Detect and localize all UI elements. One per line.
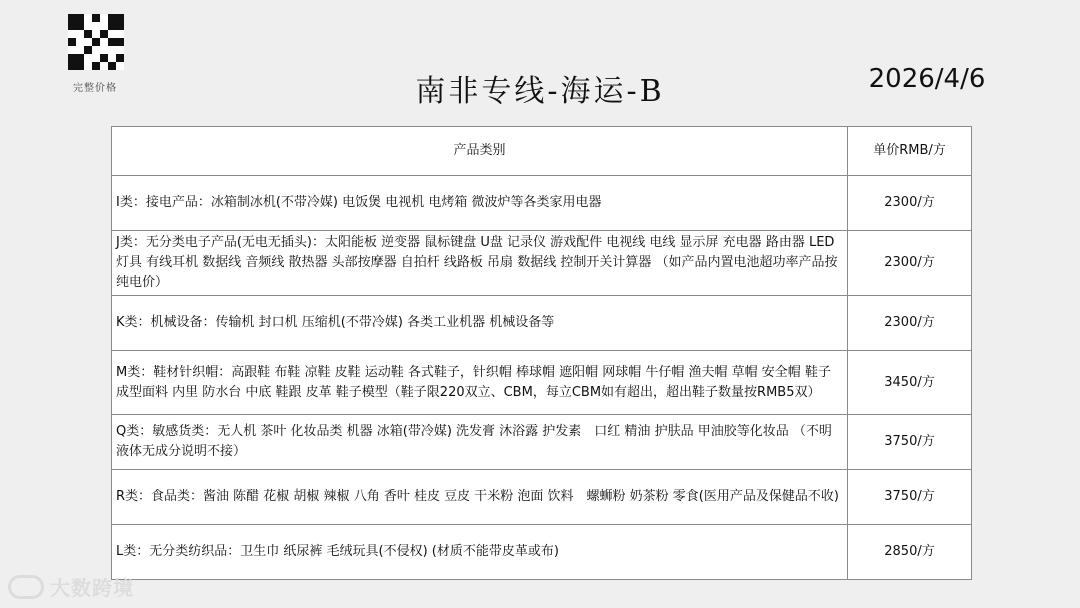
price-cell: 3750/方 bbox=[848, 415, 972, 470]
qr-caption: 完整价格 bbox=[73, 83, 117, 94]
category-cell: K类：机械设备：传输机 封口机 压缩机(不带冷媒) 各类工业机器 机械设备等 bbox=[112, 296, 848, 351]
category-cell: J类：无分类电子产品(无电无插头)：太阳能板 逆变器 鼠标键盘 U盘 记录仪 游戏配件 电视线 电线 显示屏 充电器 路由器 LED灯具 有线耳机 数据线 音频线 散热器 头部按摩器 自拍杆 线路板 吊扇 数据线 控制开关计算器 （如产品内置电池超功率产品按纯电价） bbox=[112, 231, 848, 296]
category-cell: L类：无分类纺织品：卫生巾 纸尿裤 毛绒玩具(不侵权) (材质不能带皮革或布) bbox=[112, 525, 848, 580]
price-cell: 2300/方 bbox=[848, 231, 972, 296]
price-cell: 3450/方 bbox=[848, 351, 972, 415]
category-cell: Q类：敏感货类：无人机 茶叶 化妆品类 机器 冰箱(带冷媒) 洗发膏 沐浴露 护发素 口红 精油 护肤品 甲油胶等化妆品 （不明液体无成分说明不接） bbox=[112, 415, 848, 470]
column-header-category: 产品类别 bbox=[112, 127, 848, 176]
price-cell: 2850/方 bbox=[848, 525, 972, 580]
table-row bbox=[112, 525, 972, 580]
column-header-price: 单价RMB/方 bbox=[848, 127, 972, 176]
table-row bbox=[112, 351, 972, 415]
category-cell: R类：食品类：酱油 陈醋 花椒 胡椒 辣椒 八角 香叶 桂皮 豆皮 干米粉 泡面 饮料 螺蛳粉 奶茶粉 零食(医用产品及保健品不收) bbox=[112, 470, 848, 525]
watermark bbox=[8, 572, 134, 601]
price-table bbox=[111, 126, 972, 580]
watermark-text: 大数跨境 bbox=[50, 576, 134, 600]
price-cell: 3750/方 bbox=[848, 470, 972, 525]
page-title: 南非专线-海运-B bbox=[415, 74, 665, 109]
table-row bbox=[112, 231, 972, 296]
date-label: 2026/4/6 bbox=[868, 64, 986, 94]
table-row bbox=[112, 415, 972, 470]
table-row bbox=[112, 296, 972, 351]
category-cell: M类：鞋材针织帽：高跟鞋 布鞋 凉鞋 皮鞋 运动鞋 各式鞋子，针织帽 棒球帽 遮阳帽 网球帽 牛仔帽 渔夫帽 草帽 安全帽 鞋子成型面料 内里 防水台 中底 鞋跟 皮革 鞋子模型（鞋子限220双立、CBM，每立CBM如有超出，超出鞋子数量按RMB5双） bbox=[112, 351, 848, 415]
watermark-logo-icon bbox=[8, 575, 44, 599]
price-cell: 2300/方 bbox=[848, 176, 972, 231]
table-row bbox=[112, 176, 972, 231]
qr-code-icon bbox=[68, 14, 124, 70]
table-row bbox=[112, 470, 972, 525]
table-header-row bbox=[112, 127, 972, 176]
category-cell: I类：接电产品：冰箱制冰机(不带冷媒) 电饭煲 电视机 电烤箱 微波炉等各类家用电器 bbox=[112, 176, 848, 231]
price-cell: 2300/方 bbox=[848, 296, 972, 351]
